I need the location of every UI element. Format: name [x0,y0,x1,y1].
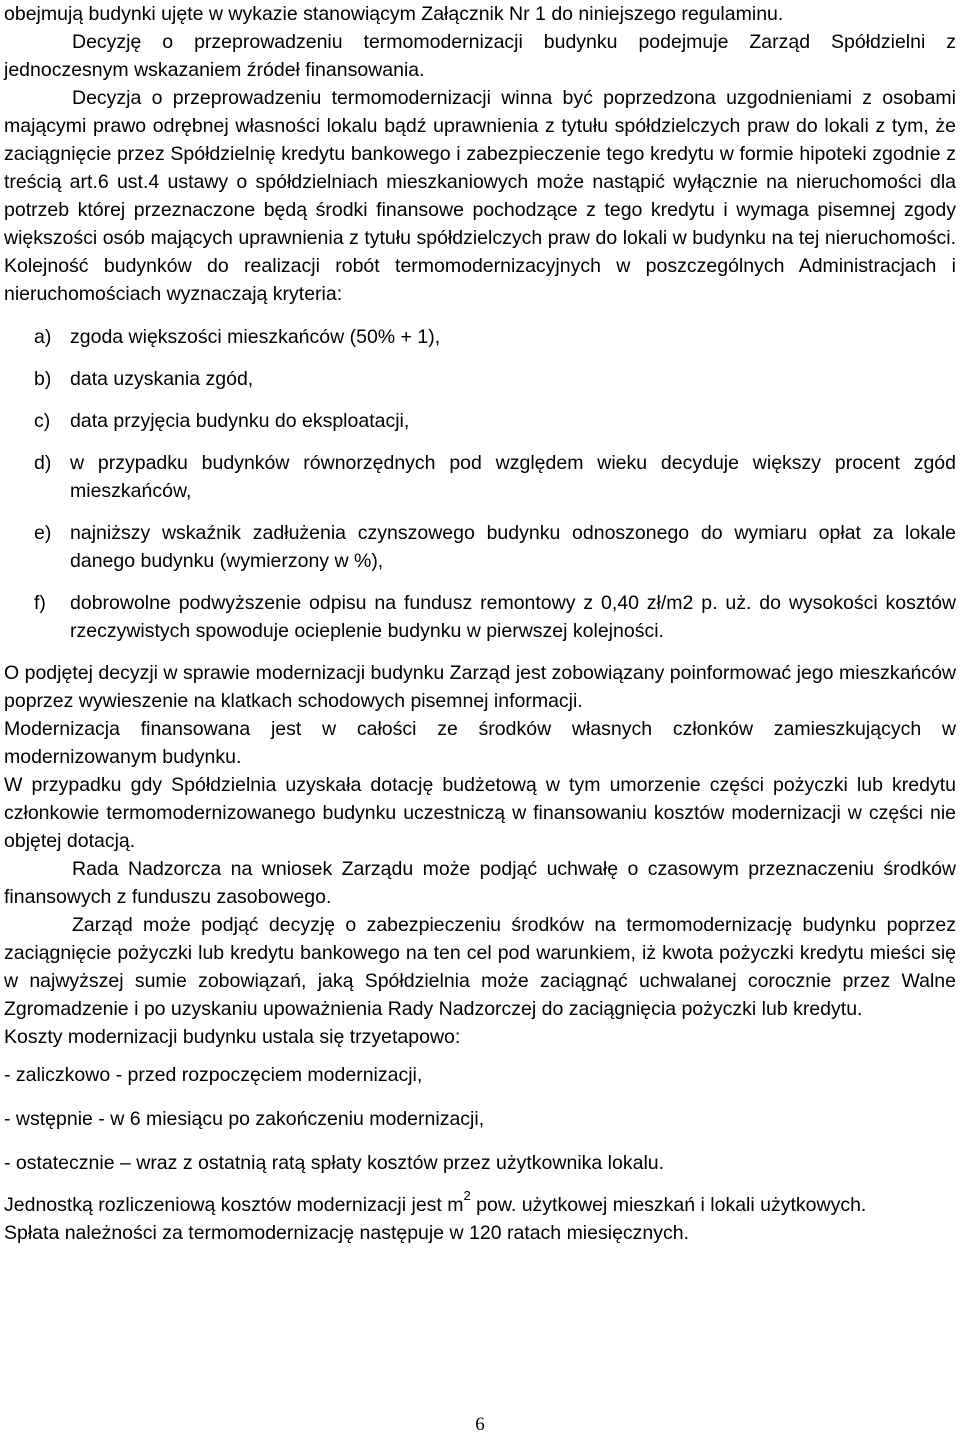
list-marker: a) [34,326,52,348]
list-item-text: najniższy wskaźnik zadłużenia czynszowego budynku odnoszonego do wymiaru opłat za lokale danego budynku (wymierzony w %), [70,522,956,572]
document-page [4,0,956,1247]
list-item [4,407,956,435]
page-number: 6 [475,1414,485,1435]
paragraph-3: Decyzja o przeprowadzeniu termomodernizacji winna być poprzedzona uzgodnieniami z osobami mającymi prawo odrębnej własności lokalu bądź uprawnienia z tytułu spółdzielczych praw do lokali z tym, że zaciągnięcie przez Spółdzielnię kredytu bankowego i zabezpieczenie tego kredytu w formie hipoteki zgodnie z treścią art.6 ust.4 ustawy o spółdzielniach mieszkaniowych może nastąpić wyłącznie na nieruchomości dla potrzeb której przeznaczone będą środki finansowe pochodzące z tego kredytu i wymaga pisemnej zgody większości osób mających uprawnienia z tytułu spółdzielczych praw do lokali w budynku na tej nieruchomości. Kolejność budynków do realizacji robót termomodernizacyjnych w poszczególnych Administracjach i nieruchomościach wyznaczają kryteria: [4,87,956,305]
list-item [4,589,956,645]
unit-text: Jednostką rozliczeniową kosztów modernizacji jest m [4,1194,464,1216]
unit-text-rest: pow. użytkowej mieszkań i lokali użytkowych. [470,1194,867,1216]
list-item-text: zgoda większości mieszkańców (50% + 1), [70,326,441,348]
paragraph-8: Zarząd może podjąć decyzję o zabezpieczeniu środków na termomodernizację budynku poprzez zaciągnięcie pożyczki lub kredytu bankowego na ten cel pod warunkiem, iż kwota pożyczki kredytu mieści się w najwyższej sumie zobowiązań, jaką Spółdzielnia może zaciągnąć uchwalanej corocznie przez Walne Zgromadzenie i po uzyskaniu upoważnienia Rady Nadzorczej do zaciągnięcia pożyczki lub kredytu. [4,914,956,1020]
paragraph-10 [4,1187,956,1219]
paragraph-7: Rada Nadzorcza na wniosek Zarządu może podjąć uchwałę o czasowym przeznaczeniu środków finansowych z funduszu zasobowego. [4,858,956,908]
list-marker: e) [34,522,52,544]
paragraph-5: Modernizacja finansowana jest w całości ze środków własnych członków zamieszkujących w modernizowanym budynku. [4,718,956,768]
list-item-text: data uzyskania zgód, [70,368,254,390]
list-item-text: dobrowolne podwyższenie odpisu na fundusz remontowy z 0,40 zł/m2 p. uż. do wysokości kosztów rzeczywistych spowoduje ocieplenie budynku w pierwszej kolejności. [70,592,956,642]
paragraph-4: O podjętej decyzji w sprawie modernizacji budynku Zarząd jest zobowiązany poinformować jego mieszkańców poprzez wywieszenie na klatkach schodowych pisemnej informacji. [4,662,956,712]
list-marker: f) [34,592,46,614]
list-item: - ostatecznie – wraz z ostatnią ratą spłaty kosztów przez użytkownika lokalu. [4,1152,665,1174]
list-item [4,449,956,505]
list-marker: d) [34,452,52,474]
list-marker: b) [34,368,52,390]
stages-list [4,1061,956,1177]
list-item [4,323,956,351]
superscript: 2 [463,1187,471,1203]
list-item [4,365,956,393]
paragraph-2: Decyzję o przeprowadzeniu termomodernizacji budynku podejmuje Zarząd Spółdzielni z jednoczesnym wskazaniem źródeł finansowania. [4,31,956,81]
list-item-text: w przypadku budynków równorzędnych pod względem wieku decyduje większy procent zgód mieszkańców, [70,452,956,502]
list-marker: c) [34,410,51,432]
paragraph-11: Spłata należności za termomodernizację następuje w 120 ratach miesięcznych. [4,1222,690,1244]
list-item: - zaliczkowo - przed rozpoczęciem modernizacji, [4,1064,423,1086]
list-item: - wstępnie - w 6 miesiącu po zakończeniu modernizacji, [4,1108,485,1130]
list-item-text: data przyjęcia budynku do eksploatacji, [70,410,410,432]
criteria-list [4,323,956,645]
list-item [4,519,956,575]
paragraph-9: Koszty modernizacji budynku ustala się trzyetapowo: [4,1026,461,1048]
paragraph-6: W przypadku gdy Spółdzielnia uzyskała dotację budżetową w tym umorzenie części pożyczki lub kredytu członkowie termomodernizowanego budynku uczestniczą w finansowaniu kosztów modernizacji w części nie objętej dotacją. [4,774,956,852]
paragraph-1: obejmują budynki ujęte w wykazie stanowiącym Załącznik Nr 1 do niniejszego regulaminu. [4,3,784,25]
